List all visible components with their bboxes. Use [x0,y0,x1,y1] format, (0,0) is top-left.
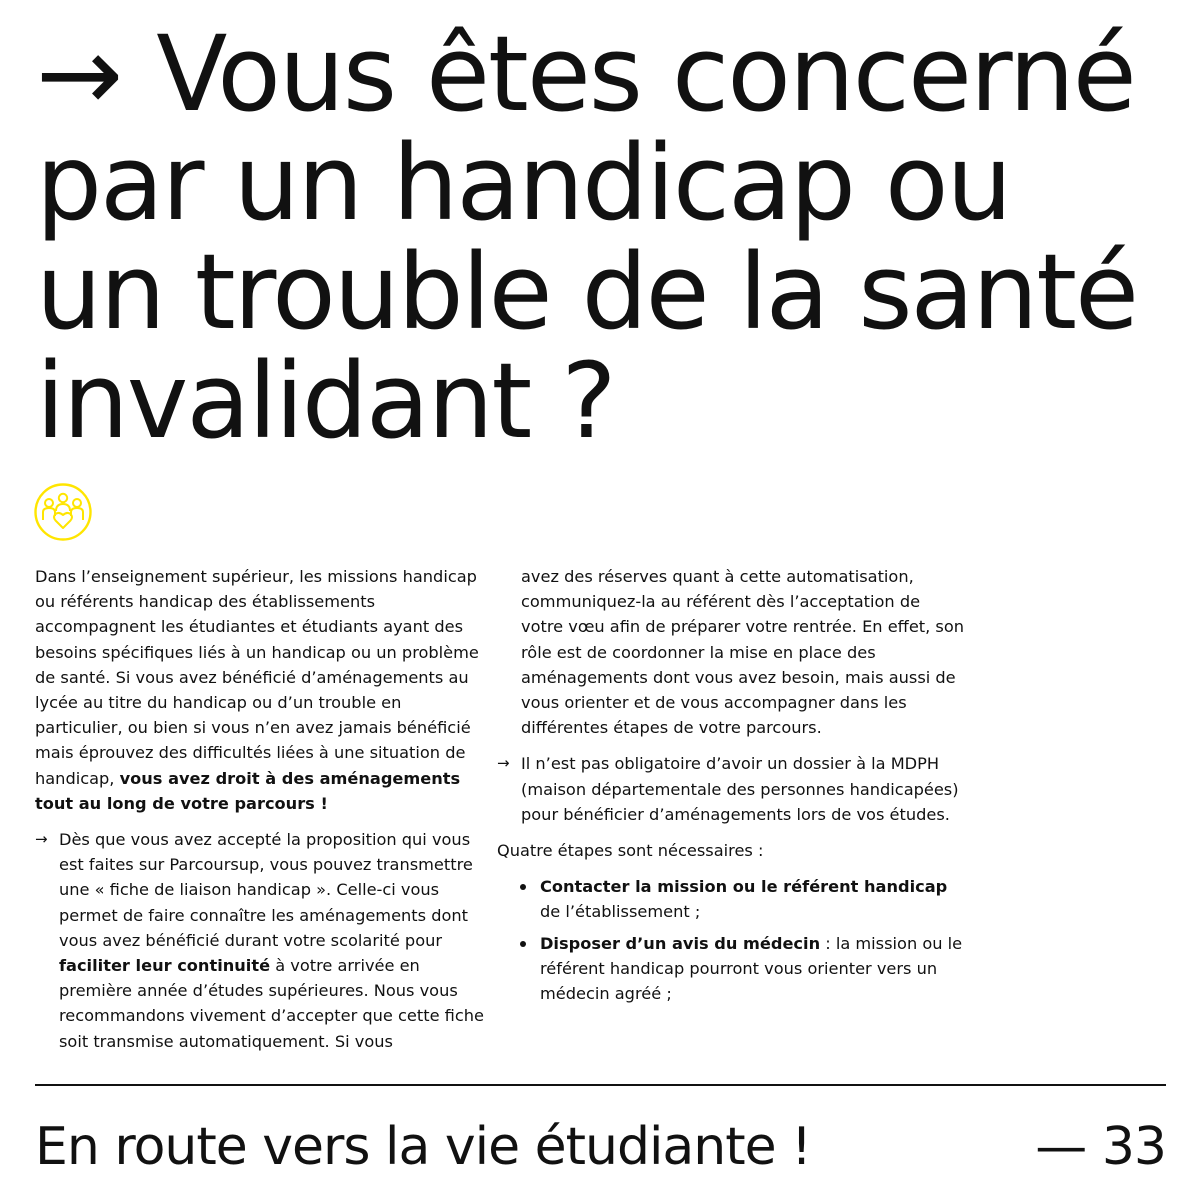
page-title [36,13,1186,462]
step-item: Contacter la mission ou le référent handicap de l’établissement ; [540,874,967,924]
arrow-right-icon: → [35,830,48,849]
title-line-4: invalidant ? [36,340,615,462]
steps-intro: Quatre étapes sont nécessaires : [497,841,764,861]
steps-list [497,874,967,1006]
title-line-1: → Vous êtes concerné [36,13,1135,135]
title-line-3: un trouble de la santé [36,231,1137,353]
step-item: Disposer d’un avis du médecin : la mission ou le référent handicap pourront vous orienter vers un médecin agréé ; [540,931,967,1007]
list-item: → Dès que vous avez accepté la proposition qui vous est faites sur Parcoursup, vous pouvez transmettre une « fiche de liaison handicap ». Celle-ci vous permet de faire connaître les aménagements dont vous avez bénéficié durant votre scolarité pour faciliter leur continuité à votre arrivée en première année d’études supérieures. Nous vous recommandons vivement d’accepter que cette fiche soit transmise automatiquement. Si vous [35,827,485,1054]
intro-paragraph: Dans l’enseignement supérieur, les missions handicap ou référents handicap des établissements accompagnent les étudiantes et étudiants ayant des besoins spécifiques liés à un handicap ou un problème de santé. Si vous avez bénéficié d’aménagements au lycée au titre du handicap ou d’un trouble en particulier, ou bien si vous n’en avez jamais bénéficié mais éprouvez des difficultés liées à une situation de handicap, vous avez droit à des aménagements tout au long de votre parcours ! [35,567,479,813]
accessibility-people-heart-icon [34,483,92,541]
text-column-right [497,564,967,1012]
arrow-right-icon: → [497,754,510,773]
arrow-right-icon: → [36,13,122,135]
list-item-continued: avez des réserves quant à cette automatisation, communiquez-la au référent dès l’acceptation de votre vœu afin de préparer votre rentrée. En effet, son rôle est de coordonner la mise en place des aménagements dont vous avez besoin, mais aussi de vous orienter et de vous accompagner dans les différentes étapes de votre parcours. [521,567,965,738]
footer-divider [35,1084,1166,1086]
text-column-left [35,564,485,1065]
footer-title: En route vers la vie étudiante ! [35,1117,811,1177]
page-number: — 33 [1035,1117,1166,1177]
title-line-2: par un handicap ou [36,122,1011,244]
list-item: → Il n’est pas obligatoire d’avoir un dossier à la MDPH (maison départementale des personnes handicapées) pour bénéficier d’aménagements lors de vos études. [497,751,967,827]
